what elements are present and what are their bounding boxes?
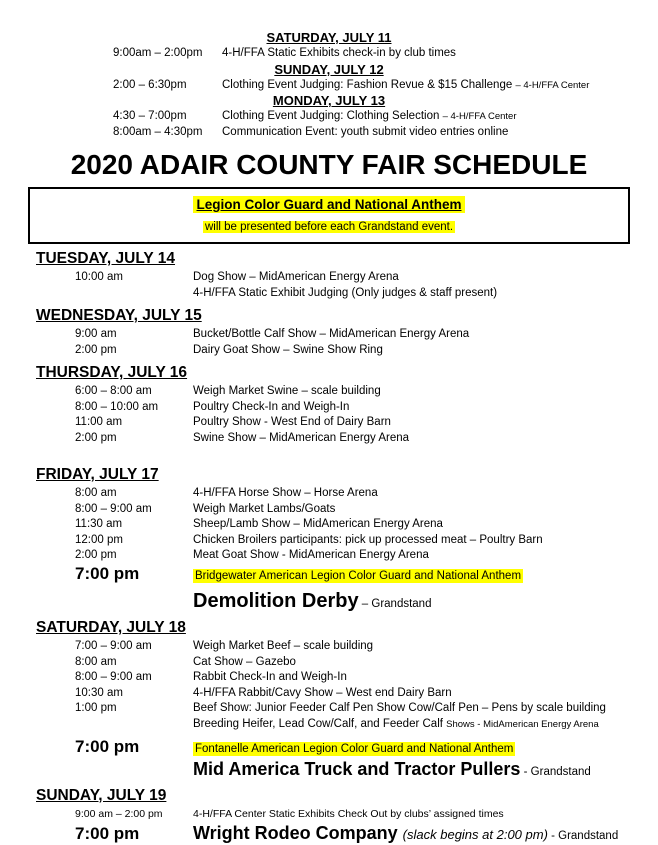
schedule-row (0, 343, 658, 359)
event-cell (193, 517, 443, 533)
event-text: Chicken Broilers participants: pick up processed meat – Poultry Barn (193, 534, 543, 546)
time-cell: 9:00 am – 2:00 pm (75, 807, 193, 823)
schedule-row (0, 502, 658, 518)
event-text: 4-H/FFA Static Exhibit Judging (Only judges & staff present) (193, 287, 497, 299)
schedule-row (0, 533, 658, 549)
time-cell: 1:00 pm (75, 701, 193, 717)
schedule-row (0, 400, 658, 416)
time-cell: 11:30 am (75, 517, 193, 533)
day-header: THURSDAY, JULY 16 (36, 364, 658, 382)
event-cell (222, 78, 589, 94)
time-cell: 8:00 – 9:00 am (75, 670, 193, 686)
day-rows (0, 807, 658, 845)
pre-day-header: MONDAY, JULY 13 (0, 93, 658, 109)
time-cell: 9:00 am (75, 327, 193, 343)
event-cell (193, 286, 497, 302)
main-schedule (0, 250, 658, 845)
event-text: Shows - MidAmerican Energy Arena (446, 719, 599, 730)
event-text: Bucket/Bottle Calf Show – MidAmerican Energy Arena (193, 328, 469, 340)
time-cell: 7:00 pm (75, 564, 193, 584)
time-cell: 10:30 am (75, 686, 193, 702)
event-text: Dog Show – MidAmerican Energy Arena (193, 271, 399, 283)
event-cell (193, 327, 469, 343)
event-text: Meat Goat Show - MidAmerican Energy Arena (193, 549, 429, 561)
day-rows (0, 270, 658, 301)
day-rows (0, 384, 658, 446)
event-text: Rabbit Check-In and Weigh-In (193, 671, 347, 683)
event-text: Weigh Market Swine – scale building (193, 385, 381, 397)
event-cell (193, 343, 383, 359)
event-text: Fontanelle American Legion Color Guard and National Anthem (193, 742, 515, 756)
schedule-row (0, 78, 658, 94)
schedule-row (0, 384, 658, 400)
time-cell: 7:00 – 9:00 am (75, 639, 193, 655)
event-cell (193, 431, 409, 447)
event-text: - Grandstand (524, 766, 591, 778)
pre-day-rows (0, 109, 658, 140)
event-cell (193, 589, 431, 613)
event-cell (222, 109, 517, 125)
event-text: Bridgewater American Legion Color Guard and National Anthem (193, 569, 523, 583)
day-header: TUESDAY, JULY 14 (36, 250, 658, 268)
time-cell: 8:00 am (75, 486, 193, 502)
event-text: Cat Show – Gazebo (193, 656, 296, 668)
event-text: – 4-H/FFA Center (515, 80, 589, 91)
event-text: (slack begins at 2:00 pm) (403, 827, 548, 842)
event-cell (193, 701, 606, 717)
schedule-row (0, 701, 658, 717)
day-block (0, 307, 658, 358)
event-cell (193, 717, 599, 733)
event-text: Poultry Show - West End of Dairy Barn (193, 416, 391, 428)
event-text: - Grandstand (551, 830, 618, 842)
pre-fair-schedule (0, 30, 658, 140)
time-cell: 2:00 pm (75, 548, 193, 564)
notice-box (28, 187, 630, 244)
time-cell: 8:00 – 10:00 am (75, 400, 193, 416)
day-block (0, 364, 658, 446)
event-text: Mid America Truck and Tractor Pullers (193, 759, 520, 779)
schedule-row (0, 125, 658, 141)
pre-day-rows (0, 78, 658, 94)
schedule-row (0, 686, 658, 702)
time-cell: 8:00 – 9:00 am (75, 502, 193, 518)
time-cell: 7:00 pm (75, 824, 193, 844)
event-cell (193, 686, 452, 702)
event-cell (193, 807, 504, 823)
event-text: Communication Event: youth submit video entries online (222, 126, 508, 138)
event-cell (193, 569, 523, 585)
time-cell: 2:00 – 6:30pm (113, 78, 222, 94)
time-cell: 2:00 pm (75, 343, 193, 359)
schedule-row (0, 822, 658, 845)
event-text: Breeding Heifer, Lead Cow/Calf, and Feeder Calf (193, 718, 446, 730)
pre-day-block (0, 93, 658, 140)
event-text: Poultry Check-In and Weigh-In (193, 401, 349, 413)
event-cell (193, 639, 373, 655)
pre-day-block (0, 30, 658, 62)
schedule-row (0, 639, 658, 655)
pre-day-rows (0, 46, 658, 62)
schedule-row (0, 109, 658, 125)
day-block (0, 250, 658, 301)
event-cell (193, 384, 381, 400)
page-title: 2020 ADAIR COUNTY FAIR SCHEDULE (0, 149, 658, 181)
event-cell (193, 486, 378, 502)
event-cell (193, 822, 618, 845)
schedule-row (0, 758, 658, 781)
event-cell (193, 670, 347, 686)
schedule-row (0, 286, 658, 302)
event-text: Sheep/Lamb Show – MidAmerican Energy Arena (193, 518, 443, 530)
schedule-row (0, 717, 658, 733)
schedule-row (0, 737, 658, 758)
schedule-row (0, 517, 658, 533)
day-block (0, 787, 658, 845)
event-cell (193, 533, 543, 549)
event-cell (193, 742, 515, 758)
time-cell: 2:00 pm (75, 431, 193, 447)
schedule-row (0, 415, 658, 431)
event-text: Beef Show: Junior Feeder Calf Pen Show Cow/Calf Pen – Pens by scale building (193, 702, 606, 714)
time-cell: 7:00 pm (75, 737, 193, 757)
pre-day-header: SUNDAY, JULY 12 (0, 62, 658, 78)
schedule-row (0, 486, 658, 502)
schedule-row (0, 46, 658, 62)
event-text: 4-H/FFA Static Exhibits check-in by club times (222, 47, 456, 59)
event-cell (193, 758, 591, 781)
event-cell (193, 270, 399, 286)
event-cell (222, 125, 508, 141)
time-cell: 11:00 am (75, 415, 193, 431)
event-text: Demolition Derby (193, 590, 359, 612)
day-rows (0, 639, 658, 781)
time-cell: 8:00 am (75, 655, 193, 671)
pre-day-header: SATURDAY, JULY 11 (0, 30, 658, 46)
day-block (0, 466, 658, 613)
notice-title: Legion Color Guard and National Anthem (193, 196, 464, 213)
event-cell (193, 548, 429, 564)
time-cell: 9:00am – 2:00pm (113, 46, 222, 62)
time-cell: 6:00 – 8:00 am (75, 384, 193, 400)
event-cell (193, 502, 335, 518)
event-text: 4-H/FFA Rabbit/Cavy Show – West end Dairy Barn (193, 687, 452, 699)
day-block (0, 619, 658, 781)
pre-day-block (0, 62, 658, 94)
schedule-row (0, 564, 658, 585)
event-text: 4-H/FFA Horse Show – Horse Arena (193, 487, 378, 499)
event-cell (193, 400, 349, 416)
notice-title-line (30, 196, 628, 214)
event-text: Wright Rodeo Company (193, 823, 403, 843)
event-text: Clothing Event Judging: Fashion Revue & $15 Challenge (222, 79, 512, 91)
schedule-row (0, 670, 658, 686)
time-cell: 8:00am – 4:30pm (113, 125, 222, 141)
day-rows (0, 327, 658, 358)
schedule-row (0, 431, 658, 447)
time-cell: 10:00 am (75, 270, 193, 286)
day-header: WEDNESDAY, JULY 15 (36, 307, 658, 325)
schedule-row (0, 548, 658, 564)
schedule-row (0, 270, 658, 286)
event-text: Dairy Goat Show – Swine Show Ring (193, 344, 383, 356)
event-text: Swine Show – MidAmerican Energy Arena (193, 432, 409, 444)
event-cell (193, 655, 296, 671)
event-text: – 4-H/FFA Center (443, 111, 517, 122)
day-header: SUNDAY, JULY 19 (36, 787, 658, 805)
schedule-row (0, 807, 658, 823)
notice-subtitle-line (30, 217, 628, 235)
schedule-row (0, 327, 658, 343)
day-header: FRIDAY, JULY 17 (36, 466, 658, 484)
event-text: 4-H/FFA Center Static Exhibits Check Out by clubs’ assigned times (193, 808, 504, 820)
event-text: Weigh Market Beef – scale building (193, 640, 373, 652)
day-header: SATURDAY, JULY 18 (36, 619, 658, 637)
event-cell (222, 46, 456, 62)
day-rows (0, 486, 658, 613)
schedule-row (0, 589, 658, 613)
event-text: Clothing Event Judging: Clothing Selection (222, 110, 439, 122)
time-cell: 12:00 pm (75, 533, 193, 549)
event-cell (193, 415, 391, 431)
event-text: Weigh Market Lambs/Goats (193, 503, 335, 515)
schedule-row (0, 655, 658, 671)
event-text: – Grandstand (362, 598, 432, 610)
time-cell: 4:30 – 7:00pm (113, 109, 222, 125)
notice-subtitle: will be presented before each Grandstand event. (203, 221, 455, 233)
